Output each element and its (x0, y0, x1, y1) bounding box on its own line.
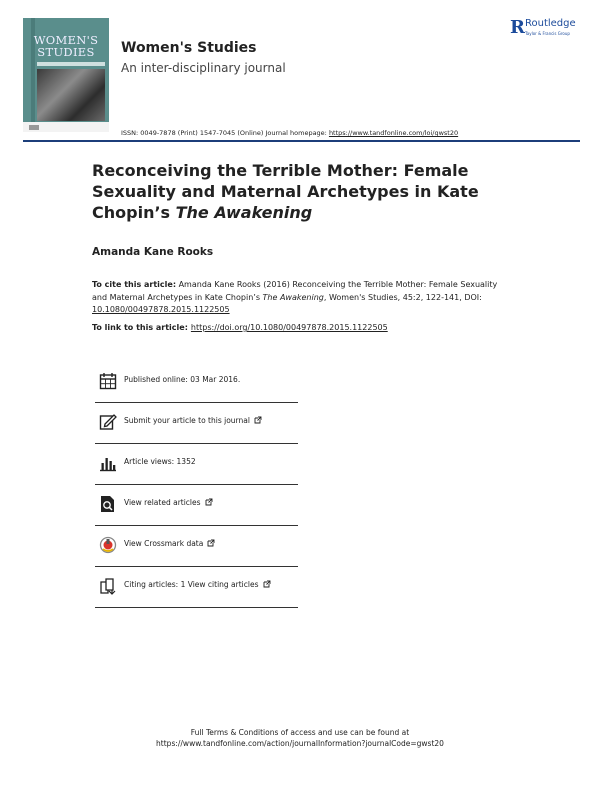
publisher-name: Routledge (525, 18, 576, 29)
footer (0, 727, 600, 749)
citing-articles-row[interactable] (95, 567, 298, 608)
routledge-mark-icon: R (510, 17, 525, 38)
header-divider (23, 140, 580, 142)
journal-cover (23, 18, 109, 132)
submit-article-row[interactable] (95, 403, 298, 444)
calendar-icon (99, 372, 117, 390)
external-link-icon (254, 416, 262, 424)
citing-icon (99, 577, 117, 595)
cover-title-line2: STUDIES (37, 45, 95, 59)
citation-text-part2: , Women's Studies, 45:2, 122-141, DOI: (323, 292, 482, 302)
crossmark-icon (99, 536, 117, 554)
bar-chart-icon (99, 454, 117, 472)
article-title-italic: The Awakening (175, 203, 313, 222)
related-articles-row[interactable] (95, 485, 298, 526)
submit-article-link[interactable] (124, 416, 262, 425)
crossmark-link[interactable] (124, 539, 215, 548)
link-line (92, 323, 388, 332)
external-link-icon (207, 539, 215, 547)
edit-icon (99, 413, 117, 431)
related-articles-label: View related articles (124, 498, 201, 507)
citation-label: To cite this article: (92, 280, 177, 289)
article-info-list (95, 362, 298, 608)
article-title (92, 160, 512, 223)
cover-footer (23, 122, 109, 132)
footer-terms-link[interactable]: https://www.tandfonline.com/action/journalInformation?journalCode=gwst20 (156, 739, 444, 748)
crossmark-label: View Crossmark data (124, 539, 204, 548)
article-views-label: Article views: 1352 (124, 457, 196, 466)
footer-line1: Full Terms & Conditions of access and use can be found at (190, 728, 410, 737)
crossmark-row[interactable] (95, 526, 298, 567)
published-online-label: Published online: 03 Mar 2016. (124, 375, 241, 384)
cover-band (37, 62, 105, 66)
citation-text-part1: Amanda Kane Rooks (2016) Reconceiving the Terrible Mother: Female Sexuality and Maternal Archetypes in Kate Chopin’s (92, 280, 498, 302)
doi-link[interactable]: 10.1080/00497878.2015.1122505 (92, 305, 230, 314)
article-link[interactable]: https://doi.org/10.1080/00497878.2015.1122505 (190, 323, 388, 332)
journal-subtitle: An inter-disciplinary journal (121, 61, 286, 75)
citation-text-italic: The Awakening (262, 292, 324, 302)
cover-publisher-logo (29, 125, 39, 130)
issn-text: ISSN: 0049-7878 (Print) 1547-7045 (Online) Journal homepage: (121, 129, 329, 137)
citing-articles-label: Citing articles: 1 View citing articles (124, 580, 259, 589)
cover-title (23, 34, 109, 58)
cover-title-line1: WOMEN'S (33, 33, 99, 47)
journal-homepage-link[interactable]: https://www.tandfonline.com/loi/gwst20 (328, 129, 459, 137)
submit-article-label: Submit your article to this journal (124, 416, 250, 425)
publisher-tagline: Taylor & Francis Group (525, 31, 570, 36)
published-online-row (95, 362, 298, 403)
citing-articles-link[interactable] (124, 580, 271, 589)
citation-block (92, 279, 500, 317)
article-views-row (95, 444, 298, 485)
issn-line (121, 129, 458, 137)
external-link-icon (263, 580, 271, 588)
related-search-icon (99, 495, 117, 513)
external-link-icon (205, 498, 213, 506)
author-name: Amanda Kane Rooks (92, 246, 214, 258)
link-label: To link to this article: (92, 323, 188, 332)
journal-title: Women's Studies (121, 40, 257, 56)
cover-photo (37, 69, 105, 121)
related-articles-link[interactable] (124, 498, 213, 507)
article-title-main: Reconceiving the Terrible Mother: Female Sexuality and Maternal Archetypes in Kate Chopin’s (92, 161, 479, 222)
